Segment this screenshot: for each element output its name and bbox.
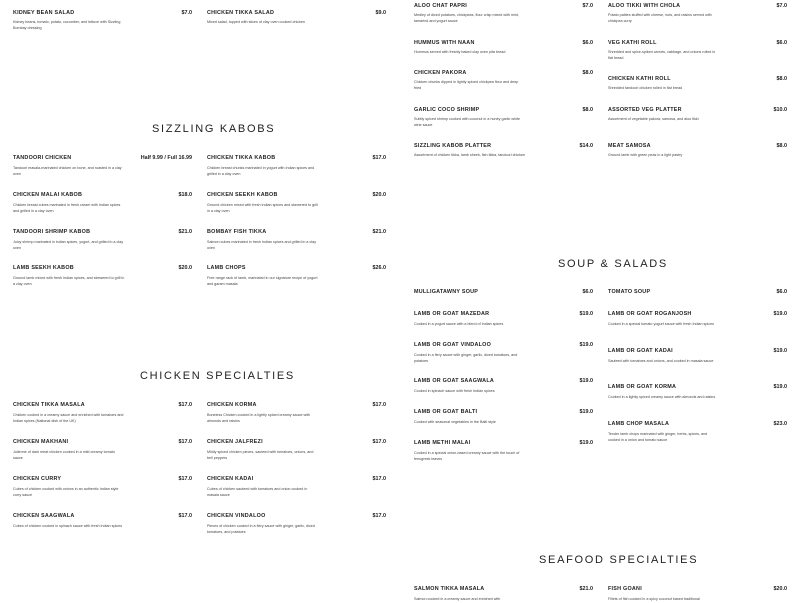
item-description: Cooked in spinach sauce with fresh Indian spices (414, 389, 495, 393)
item-description: Cubes of chicken cooked with onions in an authentic Indian style curry sauce (13, 487, 119, 497)
menu-item-garlic-coco-shrimp (414, 107, 593, 133)
item-price: $17.0 (178, 402, 192, 408)
item-name: KIDNEY BEAN SALAD (13, 10, 75, 16)
item-name: ASSORTED VEG PLATTER (608, 107, 682, 113)
item-name: CHICKEN VINDALOO (207, 513, 266, 519)
item-description: Chicken breast chunks marinated in yogurt with Indian spices and grilled in a clay oven (207, 166, 315, 176)
menu-item-hummus-with-naan (414, 40, 593, 60)
item-name: LAMB CHOP MASALA (608, 421, 670, 427)
menu-item-lamb-goat-vindaloo (414, 342, 593, 368)
menu-item-lamb-goat-saagwala (414, 378, 593, 398)
item-price: $19.0 (773, 348, 787, 354)
item-description: Tender lamb chops marinated with ginger, herbs, spices, and cooked in a onion and tomato sauce (608, 432, 708, 442)
item-description: Kidney beans, tomato, potato, cucumber, and lettuce with Sizzling Bombay dressing (13, 20, 121, 30)
item-name: ALOO TIKKI WITH CHOLA (608, 3, 681, 9)
menu-item-chicken-kadai (207, 476, 386, 502)
item-price: $19.0 (773, 384, 787, 390)
item-description: Fillets of fish cooked in a spicy coconut based traditional (608, 597, 700, 601)
item-price: $17.0 (372, 155, 386, 161)
item-price: $7.0 (181, 10, 192, 16)
item-price: $8.0 (582, 70, 593, 76)
item-description: Ground chicken mixed with fresh Indian spices and skewered to grill in a clay oven (207, 203, 318, 213)
item-price: $21.0 (178, 229, 192, 235)
item-description: Salmon cubes marinated in fresh Indian spices and grilled in a clay oven (207, 240, 317, 250)
menu-item-assorted-veg-platter (608, 107, 787, 127)
item-description: Mildly spiced chicken pieces, sauteed with tomatoes, onions, and bell peppers (207, 450, 314, 460)
menu-item-chicken-jalfrezi (207, 439, 386, 465)
item-name: LAMB OR GOAT KADAI (608, 348, 673, 354)
item-price: Half 9.99 / Full 16.99 (140, 155, 192, 161)
menu-item-chicken-tikka-salad (207, 10, 386, 38)
item-name: LAMB OR GOAT SAAGWALA (414, 378, 495, 384)
item-price: $20.0 (372, 192, 386, 198)
item-price: $17.0 (372, 402, 386, 408)
item-price: $17.0 (372, 439, 386, 445)
item-description: Tandoori masala-marinated chicken on bone, and roasted in a clay oven (13, 166, 122, 176)
menu-item-sizzling-kabob-platter (414, 143, 593, 169)
item-name: LAMB METHI MALAI (414, 440, 471, 446)
menu-item-lamb-seekh-kabob (13, 265, 192, 291)
item-name: LAMB OR GOAT KORMA (608, 384, 677, 390)
item-price: $17.0 (372, 513, 386, 519)
menu-item-chicken-makhani (13, 439, 192, 465)
item-name: LAMB OR GOAT BALTI (414, 409, 478, 415)
item-name: LAMB OR GOAT VINDALOO (414, 342, 492, 348)
item-price: $19.0 (579, 409, 593, 415)
item-price: $7.0 (776, 3, 787, 9)
item-price: $19.0 (579, 342, 593, 348)
item-description: Cubes of chicken sauteed with tomatoes and onion cooked in masala sauce (207, 487, 308, 497)
menu-item-lamb-methi-malai (414, 440, 593, 466)
menu-item-salmon-tikka-masala (414, 586, 593, 600)
item-name: CHICKEN KATHI ROLL (608, 76, 671, 82)
menu-item-lamb-goat-balti (414, 409, 593, 429)
menu-item-chicken-curry (13, 476, 192, 502)
item-description: Shredded and spice-spiked carrots, cabbage, and onions rolled in flat bread (608, 50, 716, 60)
menu-item-lamb-goat-korma (608, 384, 787, 410)
item-description: Sauteed with tomatoes and onions, and cooked in masala sauce (608, 359, 714, 363)
item-name: CHICKEN TIKKA SALAD (207, 10, 275, 16)
item-description: Salmon cooked in a creamy sauce and enriched with (414, 597, 501, 601)
item-price: $8.0 (776, 143, 787, 149)
item-description: Chicken chunks dipped in lightly spiced chickpea flour and deep fried (414, 80, 519, 90)
item-name: VEG KATHI ROLL (608, 40, 657, 46)
menu-item-tandoori-chicken (13, 155, 192, 181)
item-price: $19.0 (773, 311, 787, 317)
item-description: Cooked in a fiery sauce with ginger, garlic, diced tomatoes, and potatoes (414, 353, 518, 363)
item-name: CHICKEN SEEKH KABOB (207, 192, 278, 198)
item-description: Chicken cooked in a creamy sauce and enriched with tomatoes and Indian spices (National dish of the UK) (13, 413, 124, 423)
item-name: GARLIC COCO SHRIMP (414, 107, 480, 113)
menu-item-tomato-soup (608, 289, 787, 299)
item-description: Cooked with seasonal vegetables in the Balti style (414, 420, 496, 424)
item-price: $8.0 (776, 76, 787, 82)
item-price: $19.0 (579, 311, 593, 317)
menu-item-chicken-saagwala (13, 513, 192, 539)
item-name: LAMB OR GOAT MAZEDAR (414, 311, 490, 317)
item-name: CHICKEN PAKORA (414, 70, 467, 76)
item-name: SALMON TIKKA MASALA (414, 586, 485, 592)
item-description: Mixed salad, topped with slices of clay oven cooked chicken (207, 20, 305, 24)
section-heading-seafood-specialties: SEAFOOD SPECIALTIES (539, 554, 699, 566)
item-description: Julienne of dark meat chicken cooked in a mild creamy tomato sauce (13, 450, 115, 460)
menu-item-bombay-fish-tikka (207, 229, 386, 255)
item-description: Cooked in a special tomato yogurt sauce with fresh Indian spices (608, 322, 714, 326)
menu-item-tandoori-shrimp-kabob (13, 229, 192, 255)
item-name: MULLIGATAWNY SOUP (414, 289, 479, 295)
menu-item-aloo-chat-papri (414, 3, 593, 33)
item-description: Ground lamb with green peas in a light pastry (608, 153, 683, 157)
item-description: Cooked in a yogurt sauce with a blend of Indian spices (414, 322, 504, 326)
item-price: $21.0 (372, 229, 386, 235)
item-price: $14.0 (579, 143, 593, 149)
item-price: $21.0 (579, 586, 593, 592)
menu-item-lamb-goat-mazedar (414, 311, 593, 331)
menu-item-fish-goani (608, 586, 787, 600)
item-price: $23.0 (773, 421, 787, 427)
menu-item-veg-kathi-roll (608, 40, 787, 66)
item-price: $19.0 (579, 378, 593, 384)
item-price: $17.0 (178, 513, 192, 519)
item-description: Chicken breast cubes marinated in fresh cream with Indian spices and grilled in a clay oven (13, 203, 121, 213)
item-name: TANDOORI SHRIMP KABOB (13, 229, 91, 235)
item-description: Hummus served with freshly baked clay oven pita bread (414, 50, 506, 54)
item-name: CHICKEN SAAGWALA (13, 513, 75, 519)
menu-item-lamb-chop-masala (608, 421, 787, 447)
menu-item-chicken-pakora (414, 70, 593, 96)
menu-item-mulligatawny-soup (414, 289, 593, 299)
item-price: $6.0 (582, 40, 593, 46)
item-price: $19.0 (579, 440, 593, 446)
item-price: $10.0 (773, 107, 787, 113)
section-heading-sizzling-kabobs: SIZZLING KABOBS (152, 123, 276, 135)
menu-item-chicken-tikka-masala (13, 402, 192, 428)
menu-item-lamb-chops (207, 265, 386, 291)
item-name: ALOO CHAT PAPRI (414, 3, 467, 9)
item-description: Subtly spiced shrimp cooked with coconut in a honey garlic white wine sauce (414, 117, 520, 127)
item-description: Juicy shrimp marinated in indian spices, yogurt, and grilled in a clay oven (13, 240, 124, 250)
item-name: CHICKEN MALAI KABOB (13, 192, 83, 198)
menu-item-kidney-bean-salad (13, 10, 192, 38)
menu-item-chicken-vindaloo (207, 513, 386, 539)
item-name: CHICKEN MAKHANI (13, 439, 69, 445)
menu-item-lamb-goat-roganjosh (608, 311, 787, 337)
item-price: $6.0 (582, 289, 593, 295)
section-heading-soup-salads: SOUP & SALADS (558, 258, 668, 270)
item-description: Boneless Chicken cooked in a lightly spiced creamy sauce with almonds and raisins (207, 413, 311, 423)
item-description: Assortment of vegetable pakora, samosa, and aloo tikki (608, 117, 699, 121)
item-description: Potato patties stuffed with cheese, nuts, and raisins served with chickpea curry (608, 13, 712, 23)
menu-item-chicken-korma (207, 402, 386, 428)
item-description: Cubes of chicken cooked in spinach sauce with fresh Indian spices (13, 524, 123, 528)
item-name: TANDOORI CHICKEN (13, 155, 72, 161)
item-price: $6.0 (776, 40, 787, 46)
item-price: $7.0 (582, 3, 593, 9)
menu-item-chicken-tikka-kabob (207, 155, 386, 181)
menu-item-lamb-goat-kadai (608, 348, 787, 374)
item-name: MEAT SAMOSA (608, 143, 651, 149)
menu-item-aloo-tikki-with-chola (608, 3, 787, 33)
item-price: $20.0 (178, 265, 192, 271)
item-description: Ground lamb mixed with fresh Indian spices, and skewered to grill in a clay oven (13, 276, 125, 286)
menu-item-chicken-malai-kabob (13, 192, 192, 218)
item-name: CHICKEN KORMA (207, 402, 257, 408)
item-price: $9.0 (375, 10, 386, 16)
item-name: CHICKEN JALFREZI (207, 439, 263, 445)
item-name: SIZZLING KABOB PLATTER (414, 143, 492, 149)
item-name: LAMB OR GOAT ROGANJOSH (608, 311, 692, 317)
item-name: LAMB CHOPS (207, 265, 246, 271)
item-name: TOMATO SOUP (608, 289, 651, 295)
item-description: Cooked in a lightly spiced creamy sauce with almonds and raisins (608, 395, 716, 399)
menu-item-meat-samosa (608, 143, 787, 163)
item-name: CHICKEN TIKKA KABOB (207, 155, 276, 161)
item-price: $26.0 (372, 265, 386, 271)
item-description: Assortment of chicken tikka, lamb sheek, fish tikka, tandoori chicken (414, 153, 526, 157)
item-price: $17.0 (178, 476, 192, 482)
item-name: BOMBAY FISH TIKKA (207, 229, 267, 235)
item-name: HUMMUS WITH NAAN (414, 40, 475, 46)
section-heading-chicken-specialties: CHICKEN SPECIALTIES (140, 370, 295, 382)
item-description: Cooked in a special onion-based creamy sauce with the touch of fenugreek leaves (414, 451, 520, 461)
item-name: CHICKEN CURRY (13, 476, 62, 482)
item-price: $8.0 (582, 107, 593, 113)
item-price: $17.0 (372, 476, 386, 482)
item-name: LAMB SEEKH KABOB (13, 265, 74, 271)
item-description: Free range rack of lamb, marinated in our signature recipe of yogurt and garam masala (207, 276, 318, 286)
item-name: CHICKEN TIKKA MASALA (13, 402, 85, 408)
item-price: $20.0 (773, 586, 787, 592)
item-description: Shredded tandoori chicken rolled in flat bread (608, 86, 683, 90)
item-name: CHICKEN KADAI (207, 476, 254, 482)
item-name: FISH GOANI (608, 586, 642, 592)
item-price: $18.0 (178, 192, 192, 198)
item-price: $6.0 (776, 289, 787, 295)
item-price: $17.0 (178, 439, 192, 445)
menu-item-chicken-kathi-roll (608, 76, 787, 96)
menu-item-chicken-seekh-kabob (207, 192, 386, 218)
item-description: Pieces of chicken cooked in a fiery sauce with ginger, garlic, diced tomatoes, and potatoes (207, 524, 315, 534)
item-description: Medley of diced potatoes, chickpeas, flour crisp mixed with mint, tamarind and yogurt sauce (414, 13, 519, 23)
